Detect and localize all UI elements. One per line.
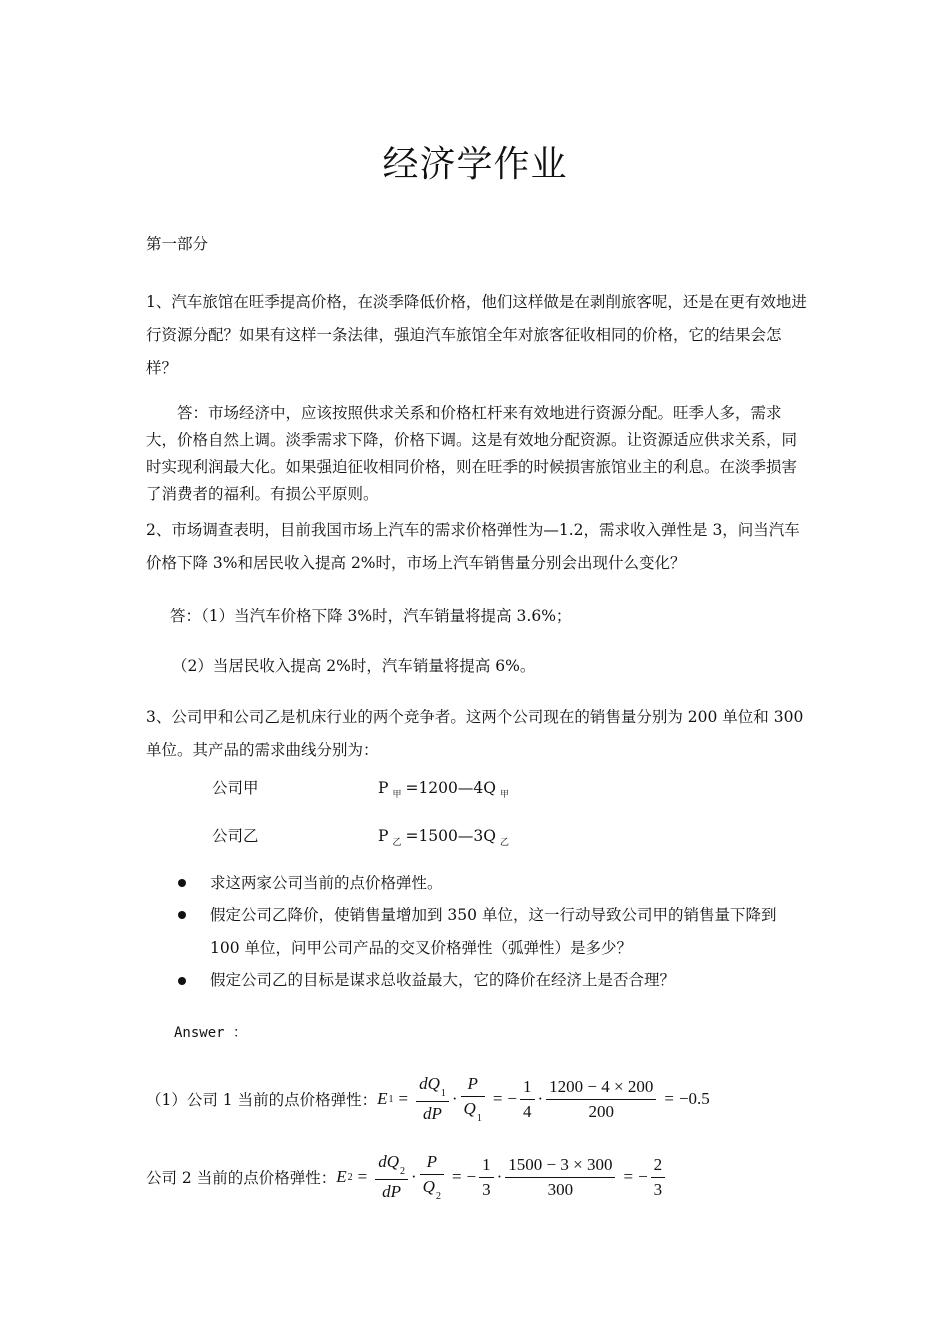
answer-2-part-2: （2）当居民收入提高 2%时，汽车销量将提高 6%。: [172, 657, 536, 675]
bullet-item: 假定公司乙的目标是谋求总收益最大，它的降价在经济上是否合理？: [210, 971, 676, 989]
bullet-item: 假定公司乙降价，使销售量增加到 350 单位，这一行动导致公司甲的销售量下降到 100 单位，问甲公司产品的交叉价格弹性（弧弹性）是多少？: [210, 906, 777, 957]
page-title: 经济学作业: [382, 144, 568, 185]
part-heading: 第一部分: [146, 235, 209, 253]
elasticity-formula-1: E 1 = $\frac{dQ_1}{dP}$ · $\frac{P}{Q_1}$ = − $\frac{1}{4}$ · $\frac{1200 - 4 \times 200}{200}$ = −0.5: [377, 1074, 710, 1124]
question-3: 3、公司甲和公司乙是机床行业的两个竞争者。这两个公司现在的销售量分别为 200 单位和 300 单位。其产品的需求曲线分别为：: [146, 708, 804, 759]
answer-1: 答：市场经济中，应该按照供求关系和价格杠杆来有效地进行资源分配。旺季人多，需求大，价格自然上调。淡季需求下降，价格下调。这是有效地分配资源。让资源适应供求关系，同时实现利润最大化。如果强迫征收相同价格，则在旺季的时候损害旅馆业主的利息。在淡季损害了消费者的福利。有损公平原则。: [146, 404, 798, 503]
company-a-demand: P $_甲$ =1200—4Q $_甲$: [378, 779, 509, 800]
question-2: 2、市场调查表明，目前我国市场上汽车的需求价格弹性为—1.2，需求收入弹性是 3，问当汽车价格下降 3%和居民收入提高 2%时，市场上汽车销售量分别会出现什么变化？: [146, 521, 800, 572]
equation-1: （1）公司 1 当前的点价格弹性： E 1 = $\frac{dQ_1}{dP}$ · $\frac{P}{Q_1}$ = − $\frac{1}{4}$ · $\frac{1200 - 4 \times 200}{200}$ = −0.5: [146, 1074, 710, 1124]
company-b-demand: P $_乙$ =1500—3Q $_乙$: [378, 827, 509, 848]
bullet-marker: [178, 977, 186, 985]
bullet-item: 求这两家公司当前的点价格弹性。: [210, 874, 443, 892]
equation-2: 公司 2 当前的点价格弹性： E 2 = $\frac{dQ_2}{dP}$ · $\frac{P}{Q_2}$ = − $\frac{1}{3}$ · $\frac{1500 - 3 \times 300}{300}$ = − $\frac{2}{3}$: [146, 1152, 668, 1202]
question-1: 1、汽车旅馆在旺季提高价格，在淡季降低价格，他们这样做是在剥削旅客呢，还是在更有效地进行资源分配？如果有这样一条法律，强迫汽车旅馆全年对旅客征收相同的价格，它的结果会怎样？: [146, 293, 807, 377]
elasticity-formula-2: E 2 = $\frac{dQ_2}{dP}$ · $\frac{P}{Q_2}$ = − $\frac{1}{3}$ · $\frac{1500 - 3 \times 300}{300}$ = − $\frac{2}{3}$: [336, 1152, 668, 1202]
bullet-marker: [178, 879, 186, 887]
company-a-label: 公司甲: [212, 779, 259, 797]
answer-label: Answer ：: [174, 1025, 248, 1041]
answer-2-part-1: 答：（1）当汽车价格下降 3%时，汽车销量将提高 3.6%；: [170, 607, 572, 625]
bullet-marker: [178, 911, 186, 919]
company-b-label: 公司乙: [212, 827, 259, 845]
